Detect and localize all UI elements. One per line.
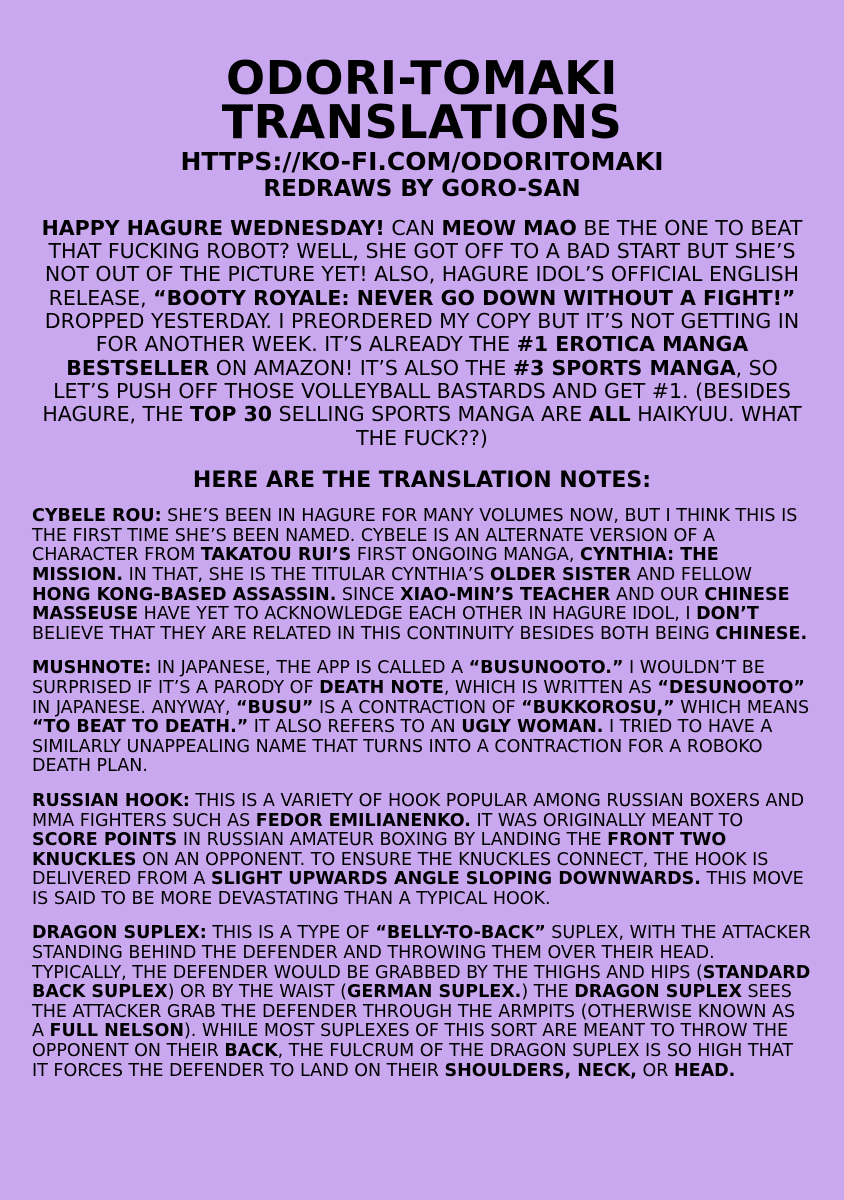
redraw-credit: REDRAWS BY GORO-SAN — [263, 176, 581, 203]
intro-paragraph: HAPPY HAGURE WEDNESDAY! CAN MEOW MAO BE THE ONE TO BEAT THAT FUCKING ROBOT? WELL, SHE GOT OFF TO A BAD START BUT SHE’S NOT OUT OF THE PICTURE YET! ALSO, HAGURE IDOL’S OFFICIAL ENGLISH RELEASE, “BOOTY ROYALE: NEVER GO DOWN WITHOUT A FIGHT!” DROPPED YESTERDAY. I PREORDERED MY COPY BUT IT’S NOT GETTING IN FOR ANOTHER WEEK. IT’S ALREADY THE #1 EROTICA MANGA BESTSELLER ON AMAZON! IT’S ALSO THE #3 SPORTS MANGA, SO LET’S PUSH OFF THOSE VOLLEYBALL BASTARDS AND GET #1. (BESIDES HAGURE, THE TOP 30 SELLING SPORTS MANGA ARE ALL HAIKYUU. WHAT THE FUCK??) — [41, 215, 803, 450]
kofi-url[interactable]: HTTPS://KO-FI.COM/ODORITOMAKI — [180, 147, 664, 177]
note-mushnote: MUSHNOTE: IN JAPANESE, THE APP IS CALLED A “BUSUNOOTO.” I WOULDN’T BE SURPRISED IF IT’S A PARODY OF DEATH NOTE, WHICH IS WRITTEN AS “DESUNOOTO” IN JAPANESE. ANYWAY, “BUSU” IS A CONTRACTION OF “BUKKOROSU,” WHICH MEANS “TO BEAT TO DEATH.” IT ALSO REFERS TO AN UGLY WOMAN. I TRIED TO HAVE A SIMILARLY UNAPPEALING NAME THAT TURNS INTO A CONTRACTION FOR A ROBOKO DEATH PLAN. — [32, 658, 810, 777]
notes-heading: HERE ARE THE TRANSLATION NOTES: — [192, 468, 652, 494]
title-line-1: ODORI-TOMAKI — [226, 51, 618, 105]
note-dragon-suplex: DRAGON SUPLEX: THIS IS A TYPE OF “BELLY-TO-BACK” SUPLEX, WITH THE ATTACKER STANDING BEHIND THE DEFENDER AND THROWING THEM OVER THEIR HEAD. TYPICALLY, THE DEFENDER WOULD BE GRABBED BY THE THIGHS AND HIPS (STANDARD BACK SUPLEX) OR BY THE WAIST (GERMAN SUPLEX.) THE DRAGON SUPLEX SEES THE ATTACKER GRAB THE DEFENDER THROUGH THE ARMPITS (OTHERWISE KNOWN AS A FULL NELSON). WHILE MOST SUPLEXES OF THIS SORT ARE MEANT TO THROW THE OPPONENT ON THEIR BACK, THE FULCRUM OF THE DRAGON SUPLEX IS SO HIGH THAT IT FORCES THE DEFENDER TO LAND ON THEIR SHOULDERS, NECK, OR HEAD. — [32, 923, 811, 1081]
title-line-2: TRANSLATIONS — [221, 95, 623, 150]
note-cybele-rou: CYBELE ROU: SHE’S BEEN IN HAGURE FOR MANY VOLUMES NOW, BUT I THINK THIS IS THE FIRST TIME SHE’S BEEN NAMED. CYBELE IS AN ALTERNATE VERSION OF A CHARACTER FROM TAKATOU RUI’S FIRST ONGOING MANGA, CYNTHIA: THE MISSION. IN THAT, SHE IS THE TITULAR CYNTHIA’S OLDER SISTER AND FELLOW HONG KONG-BASED ASSASSIN. SINCE XIAO-MIN’S TEACHER AND OUR CHINESE MASSEUSE HAVE YET TO ACKNOWLEDGE EACH OTHER IN HAGURE IDOL, I DON’T BELIEVE THAT THEY ARE RELATED IN THIS CONTINUITY BESIDES BOTH BEING CHINESE. — [32, 506, 808, 644]
note-russian-hook: RUSSIAN HOOK: THIS IS A VARIETY OF HOOK POPULAR AMONG RUSSIAN BOXERS AND MMA FIGHTERS SUCH AS FEDOR EMILIANENKO. IT WAS ORIGINALLY MEANT TO SCORE POINTS IN RUSSIAN AMATEUR BOXING BY LANDING THE FRONT TWO KNUCKLES ON AN OPPONENT. TO ENSURE THE KNUCKLES CONNECT, THE HOOK IS DELIVERED FROM A SLIGHT UPWARDS ANGLE SLOPING DOWNWARDS. THIS MOVE IS SAID TO BE MORE DEVASTATING THAN A TYPICAL HOOK. — [32, 790, 805, 909]
header-block — [30, 51, 814, 203]
